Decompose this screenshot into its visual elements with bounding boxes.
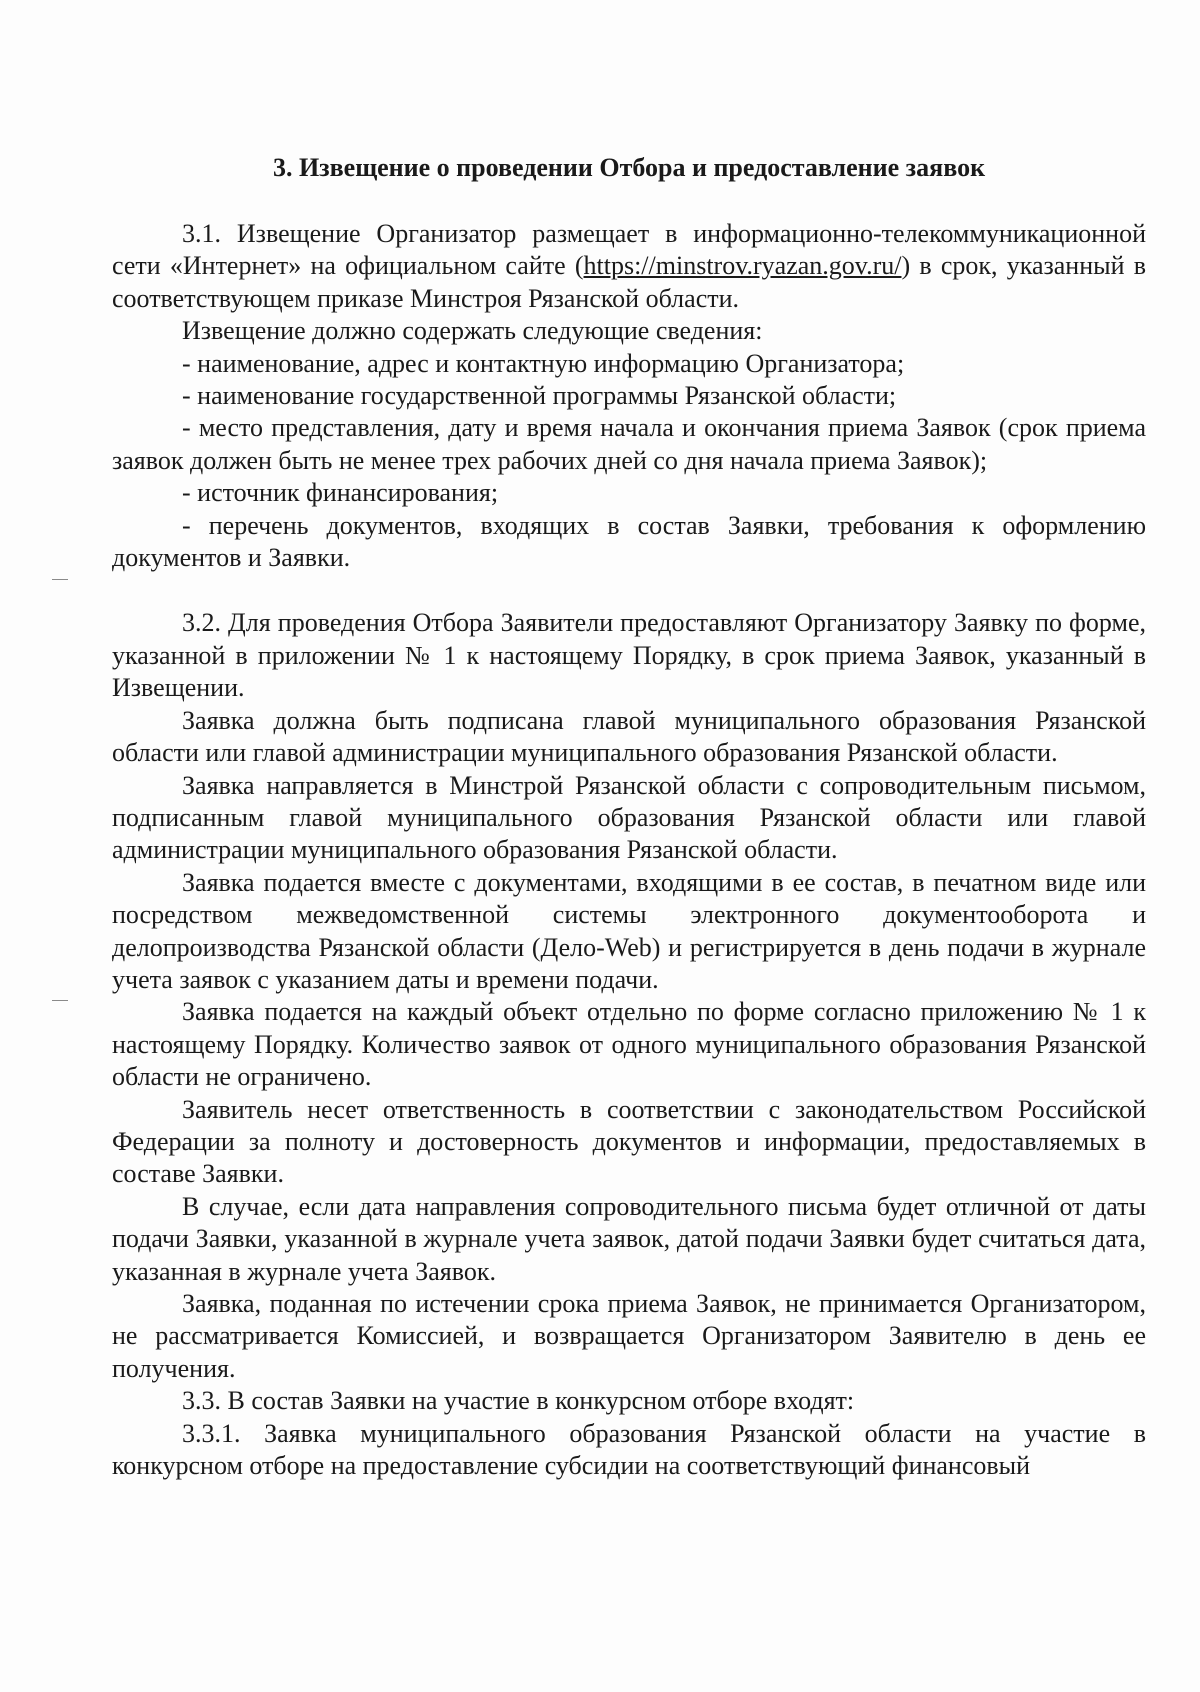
margin-mark (52, 579, 68, 580)
list-item: - источник финансирования; (182, 478, 499, 508)
paragraph-3-1 (112, 218, 1146, 315)
paragraph-3-1-text-start: 3.1. Извещение Организатор размещает в информационно-телекоммуникационной сети «Интернет» на официальном сайте ( (112, 219, 1146, 281)
margin-mark (52, 1000, 68, 1001)
paragraph-late: Заявка, поданная по истечении срока приема Заявок, не принимается Организатором, не рассматривается Комиссией, и возвращается Организатором Заявителю в день ее получения. (112, 1289, 1146, 1383)
list-item: - наименование государственной программы Рязанской области; (182, 381, 897, 411)
ministry-website-link[interactable]: https://minstrov.ryazan.gov.ru/ (583, 251, 902, 281)
paragraph-3-3: 3.3. В состав Заявки на участие в конкурсном отборе входят: (182, 1386, 855, 1416)
paragraph-signed: Заявка должна быть подписана главой муниципального образования Рязанской области или главой администрации муниципального образования Рязанской области. (112, 705, 1146, 768)
list-item: - наименование, адрес и контактную информацию Организатора; (182, 348, 905, 378)
paragraph-sent: Заявка направляется в Минстрой Рязанской области с сопроводительным письмом, подписанным главой муниципального образования Рязанской области или главой администрации муниципального образования Рязанской области. (112, 770, 1146, 865)
paragraph-date-case: В случае, если дата направления сопроводительного письма будет отличной от даты подачи Заявки, указанной в журнале учета заявок, датой подачи Заявки будет считаться дата, указанная в журнале учета Заявок. (112, 1191, 1146, 1286)
paragraph-submitted: Заявка подается вместе с документами, входящими в ее состав, в печатном виде или посредством межведомственной системы электронного документооборота и делопроизводства Рязанской области (Дело-Web) и регистрируется в день подачи в журнале учета заявок с указанием даты и времени подачи. (112, 867, 1146, 994)
paragraph-each-object: Заявка подается на каждый объект отдельно по форме согласно приложению № 1 к настоящему Порядку. Количество заявок от одного муниципального образования Рязанской области не ограничено. (112, 997, 1146, 1092)
paragraph-3-2: 3.2. Для проведения Отбора Заявители предоставляют Организатору Заявку по форме, указанной в приложении № 1 к настоящему Порядку, в срок приема Заявок, указанный в Извещении. (112, 608, 1146, 703)
notice-intro: Извещение должно содержать следующие сведения: (182, 316, 763, 346)
paragraph-3-1-text-end: ) в срок, указанный в соответствующем приказе Минстроя Рязанской области. (112, 251, 1146, 313)
paragraph-responsibility: Заявитель несет ответственность в соответствии с законодательством Российской Федерации за полноту и достоверность документов и информации, предоставляемых в составе Заявки. (112, 1094, 1146, 1189)
list-item: - перечень документов, входящих в состав Заявки, требования к оформлению документов и Заявки. (112, 510, 1146, 573)
document-body (112, 218, 1146, 1482)
section-heading: 3. Извещение о проведении Отбора и предоставление заявок (272, 153, 986, 182)
list-item: - место представления, дату и время начала и окончания приема Заявок (срок приема заявок должен быть не менее трех рабочих дней со дня начала приема Заявок); (112, 413, 1146, 475)
paragraph-3-3-1: 3.3.1. Заявка муниципального образования Рязанской области на участие в конкурсном отборе на предоставление субсидии на соответствующий финансовый (112, 1418, 1146, 1481)
